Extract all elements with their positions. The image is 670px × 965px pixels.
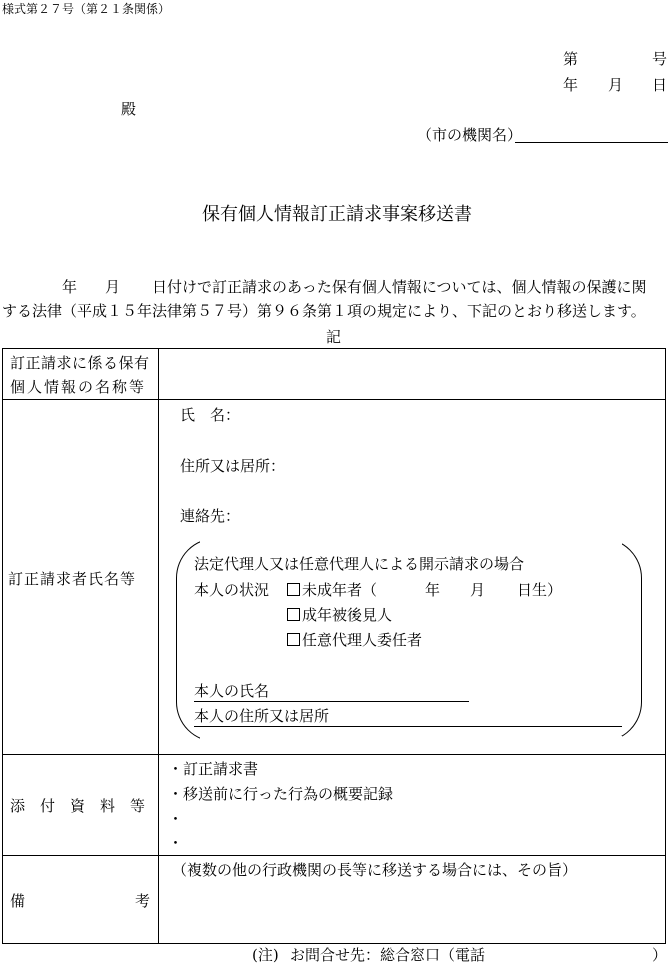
requester-contact-label: 連絡先： <box>180 507 241 525</box>
attachment-item: ・訂正請求書 <box>168 760 259 778</box>
birth-year: 年 <box>425 581 441 599</box>
date-day: 日 <box>652 76 668 94</box>
addressee-honorific: 殿 <box>121 100 137 118</box>
document-title: 保有個人情報訂正請求事案移送書 <box>202 204 472 225</box>
attachment-item: ・移送前に行った行為の概要記録 <box>168 785 394 803</box>
remarks-text: （複数の他の行政機関の長等に移送する場合には、その旨） <box>172 861 578 879</box>
principal-name-label: 本人の氏名 <box>194 682 270 700</box>
row-remarks-label-b: 考 <box>135 892 151 910</box>
row-target-info-label-1: 訂正請求に係る保有 <box>10 354 150 372</box>
row-target-info-label-2: 個人情報の名称等 <box>10 378 147 396</box>
sender-underline <box>515 142 668 143</box>
principal-address-label: 本人の住所又は居所 <box>194 707 330 725</box>
principal-name-field <box>194 680 469 702</box>
checkbox-icon[interactable] <box>287 608 300 621</box>
attachment-item: ・ <box>168 834 184 852</box>
proxy-title: 法定代理人又は任意代理人による開示請求の場合 <box>194 555 525 573</box>
requester-name-label: 氏 名： <box>180 406 241 424</box>
proxy-status-label: 本人の状況 <box>194 581 270 599</box>
sender-label: （市の機関名） <box>417 126 523 144</box>
checkbox-icon[interactable] <box>287 583 300 596</box>
body-line1: 日付けで訂正請求のあった保有個人情報については、個人情報の保護に関 <box>152 278 647 296</box>
checkbox-icon[interactable] <box>287 633 300 646</box>
option-delegator-label: 任意代理人委任者 <box>302 631 423 649</box>
option-adult-ward[interactable] <box>287 604 392 625</box>
table-column-divider <box>158 349 159 943</box>
birth-day: 日生） <box>517 581 563 599</box>
ki-heading: 記 <box>326 328 342 346</box>
option-minor-label: 未成年者（ <box>302 581 378 599</box>
footer-close-paren: ） <box>652 946 668 964</box>
footer-contact: お問合せ先：総合窓口（電話 <box>290 946 486 964</box>
row-attachments-label: 添 付 資 料 等 <box>10 797 146 815</box>
birth-month: 月 <box>470 581 486 599</box>
document-number-prefix: 第 <box>563 50 579 68</box>
footer-note: (注) <box>252 946 279 964</box>
table-row-divider <box>3 855 665 856</box>
row-remarks-label-a: 備 <box>10 892 26 910</box>
principal-address-field <box>194 705 622 727</box>
option-delegator[interactable] <box>287 629 422 650</box>
body-year: 年 <box>62 278 78 296</box>
document-number-suffix: 号 <box>652 50 668 68</box>
requester-address-label: 住所又は居所： <box>180 457 286 475</box>
option-adult-ward-label: 成年被後見人 <box>302 606 393 624</box>
date-month: 月 <box>608 76 624 94</box>
date-year: 年 <box>563 76 579 94</box>
table-row-divider <box>3 399 665 400</box>
body-line2: する法律（平成１５年法律第５７号）第９６条第１項の規定により、下記のとおり移送します。 <box>2 302 646 320</box>
body-month: 月 <box>105 278 121 296</box>
row-requester-label: 訂正請求者氏名等 <box>8 570 137 588</box>
attachment-item: ・ <box>168 810 184 828</box>
option-minor[interactable] <box>287 579 377 600</box>
table-row-divider <box>3 754 665 755</box>
form-number: 様式第２７号（第２１条関係） <box>2 2 171 16</box>
